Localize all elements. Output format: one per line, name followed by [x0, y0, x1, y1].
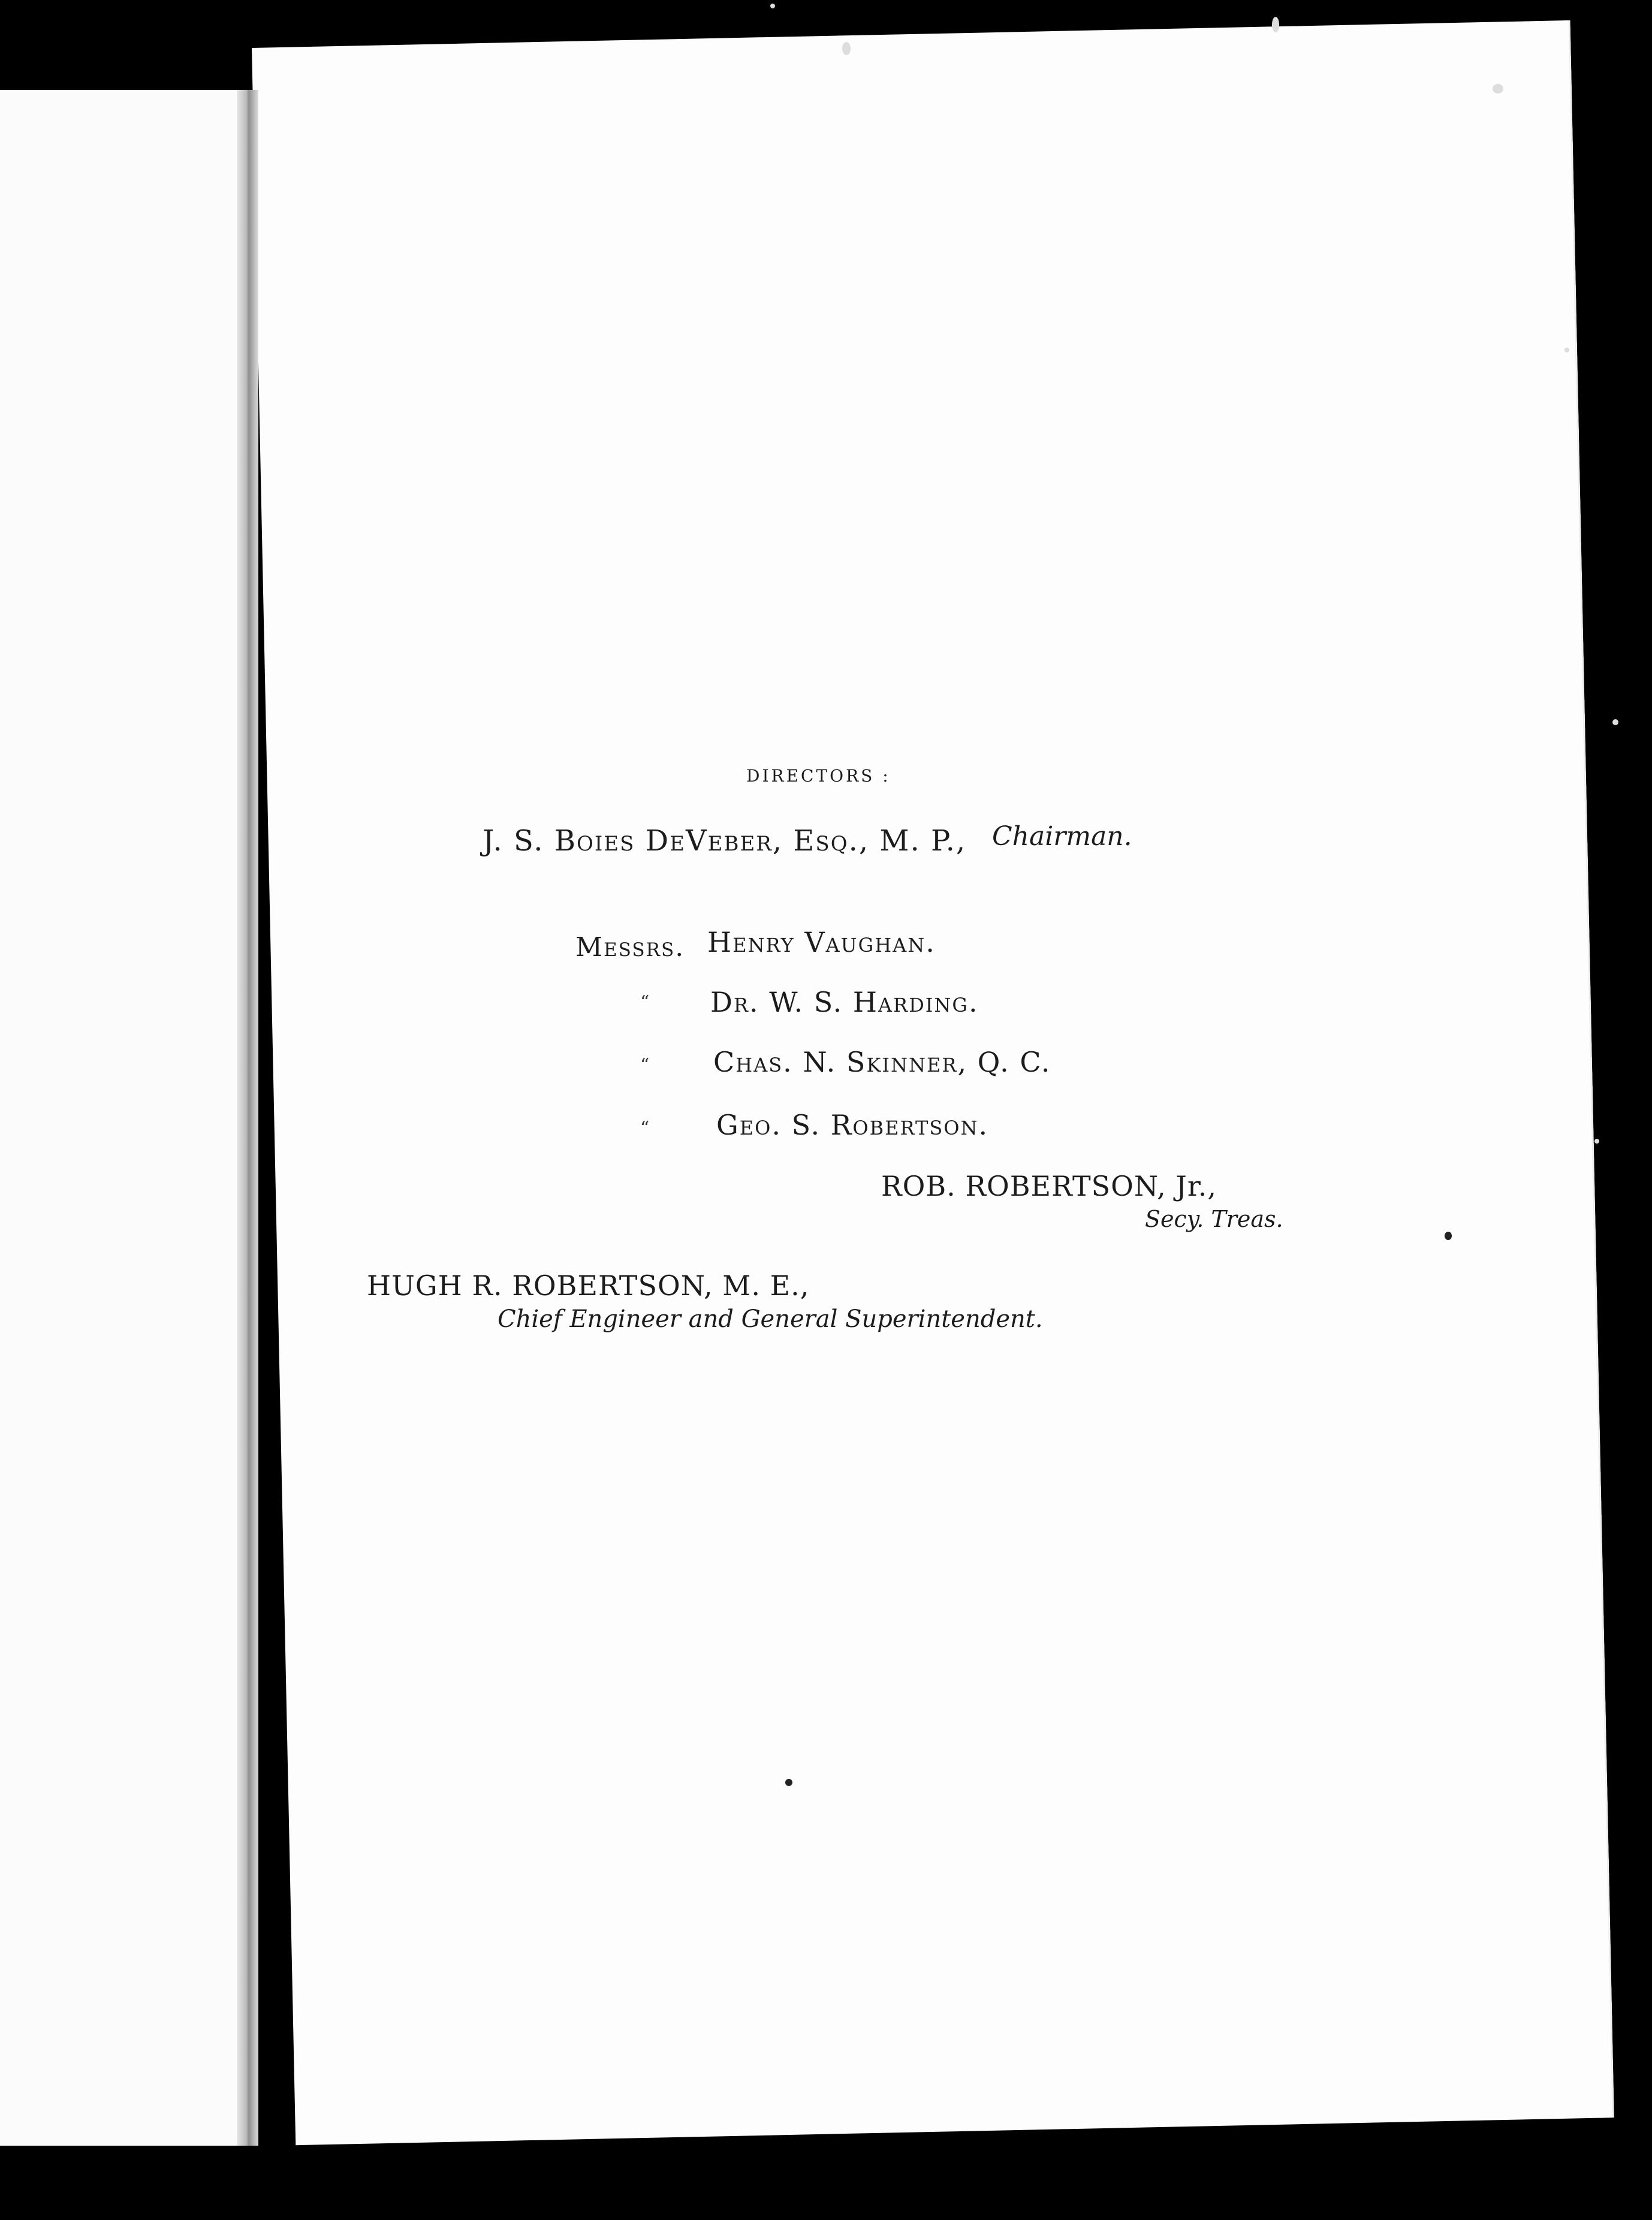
director-name-robertson: Geo. S. Robertson.	[716, 1109, 989, 1141]
engineer-name: HUGH R. ROBERTSON, M. E.,	[367, 1269, 810, 1302]
dust-speck	[1272, 17, 1279, 32]
secretary-name: ROB. ROBERTSON, Jr.,	[881, 1170, 1217, 1202]
director-name-harding: Dr. W. S. Harding.	[710, 986, 979, 1018]
dust-speck	[1612, 719, 1618, 725]
dust-speck	[1493, 84, 1503, 93]
ink-speck	[1445, 1232, 1452, 1240]
dust-speck	[842, 42, 851, 55]
dust-speck	[770, 4, 775, 8]
ditto-mark-1: “	[640, 992, 650, 1013]
directors-heading: DIRECTORS :	[746, 766, 891, 786]
dust-speck	[1594, 1139, 1599, 1144]
ink-speck	[785, 1779, 792, 1786]
ditto-mark-2: “	[640, 1055, 650, 1076]
left-page	[0, 90, 249, 2146]
secretary-title: Secy. Treas.	[1145, 1206, 1283, 1232]
chairman-title: Chairman.	[992, 821, 1132, 852]
page-gutter	[237, 90, 258, 2146]
director-name-vaughan: Henry Vaughan.	[707, 926, 936, 958]
director-prefix-messrs: Messrs.	[575, 932, 685, 963]
director-name-skinner: Chas. N. Skinner, Q. C.	[713, 1046, 1051, 1078]
ditto-mark-3: “	[640, 1118, 650, 1139]
right-page	[252, 20, 1614, 2145]
dust-speck	[1564, 348, 1569, 352]
chairman-name: J. S. Boies DeVeber, Esq., M. P.,	[483, 824, 967, 858]
engineer-title: Chief Engineer and General Superintendent.	[498, 1305, 1043, 1333]
